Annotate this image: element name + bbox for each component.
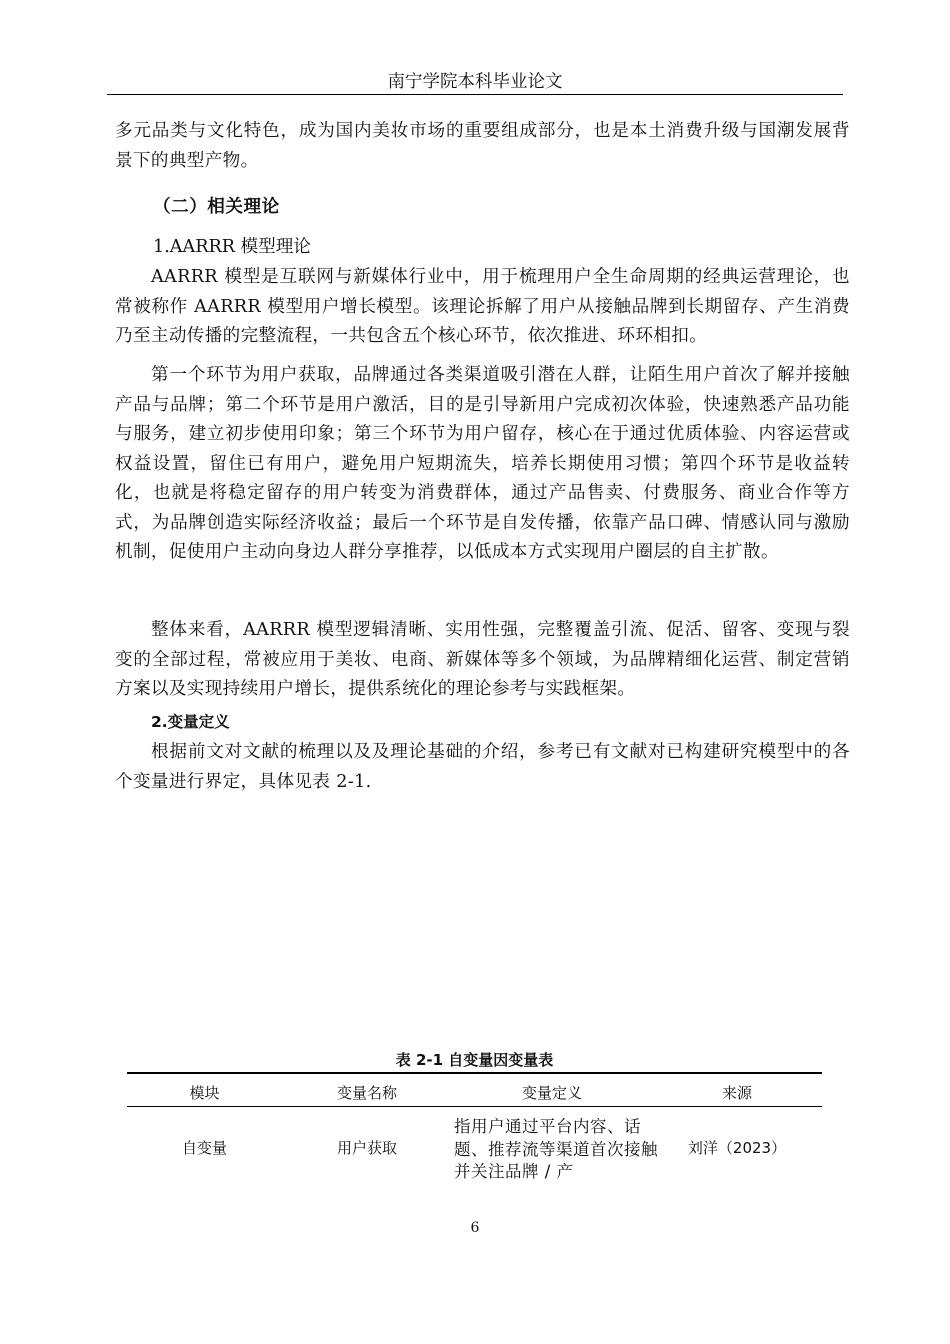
table-header-variable-name: 变量名称 <box>336 1084 397 1102</box>
table-cell-module: 自变量 <box>181 1139 227 1157</box>
paragraph-variable-intro <box>115 738 850 797</box>
paragraph-text: 多元品类与文化特色，成为国内美妆市场的重要组成部分，也是本土消费升级与国潮发展背景下的典型产物。 <box>115 121 850 171</box>
section-heading: （二）相关理论 <box>153 197 280 217</box>
paragraph-text: 第一个环节为用户获取，品牌通过各类渠道吸引潜在人群，让陌生用户首次了解并接触产品与品牌；第二个环节是用户激活，目的是引导新用户完成初次体验，快速熟悉产品功能与服务，建立初步使用印象；第三个环节为用户留存，核心在于通过优质体验、内容运营或权益设置，留住已有用户，避免用户短期流失，培养长期使用习惯；第四个环节是收益转化，也就是将稳定留存的用户转变为消费群体，通过产品售卖、付费服务、商业合作等方式，为品牌创造实际经济收益；最后一个环节是自发传播，依靠产品口碑、情感认同与激励机制，促使用户主动向身边人群分享推荐，以低成本方式实现用户圈层的自主扩散。 <box>115 365 850 562</box>
table-header-source: 来源 <box>721 1084 752 1102</box>
paragraph-text: 根据前文对文献的梳理以及及理论基础的介绍，参考已有文献对已构建研究模型中的各个变量进行界定，具体见表 2-1. <box>115 742 850 792</box>
table-cell-definition: 指用户通过平台内容、话题、推荐流等渠道首次接触并关注品牌 / 产 <box>454 1117 658 1181</box>
table-header-rule <box>127 1106 822 1107</box>
table-cell-variable-name: 用户获取 <box>336 1139 397 1157</box>
table-top-rule <box>127 1072 822 1074</box>
header-rule <box>107 94 843 95</box>
paragraph-continuation <box>115 117 850 176</box>
subsection-heading-variables: 2.变量定义 <box>151 713 230 731</box>
paragraph-text: AARRR 模型是互联网与新媒体行业中，用于梳理用户全生命周期的经典运营理论，也常被称作 AARRR 模型用户增长模型。该理论拆解了用户从接触品牌到长期留存、产生消费乃至主动传播的完整流程，一共包含五个核心环节，依次推进、环环相扣。 <box>115 267 850 346</box>
page-number: 6 <box>470 1220 480 1236</box>
table-header-module: 模块 <box>189 1084 220 1102</box>
paragraph-text: 整体来看，AARRR 模型逻辑清晰、实用性强，完整覆盖引流、促活、留客、变现与裂变的全部过程，常被应用于美妆、电商、新媒体等多个领域，为品牌精细化运营、制定营销方案以及实现持续用户增长，提供系统化的理论参考与实践框架。 <box>115 620 850 699</box>
paragraph-aarrr-stages <box>115 361 850 568</box>
running-header: 南宁学院本科毕业论文 <box>387 72 563 92</box>
table-caption: 表 2-1 自变量因变量表 <box>395 1051 554 1069</box>
paragraph-aarrr-intro <box>115 263 850 352</box>
subsection-heading-aarrr: 1.AARRR 模型理论 <box>153 237 311 257</box>
table-header-definition: 变量定义 <box>521 1084 582 1102</box>
paragraph-aarrr-summary <box>115 616 850 705</box>
table-cell-source: 刘洋（2023） <box>687 1139 787 1157</box>
